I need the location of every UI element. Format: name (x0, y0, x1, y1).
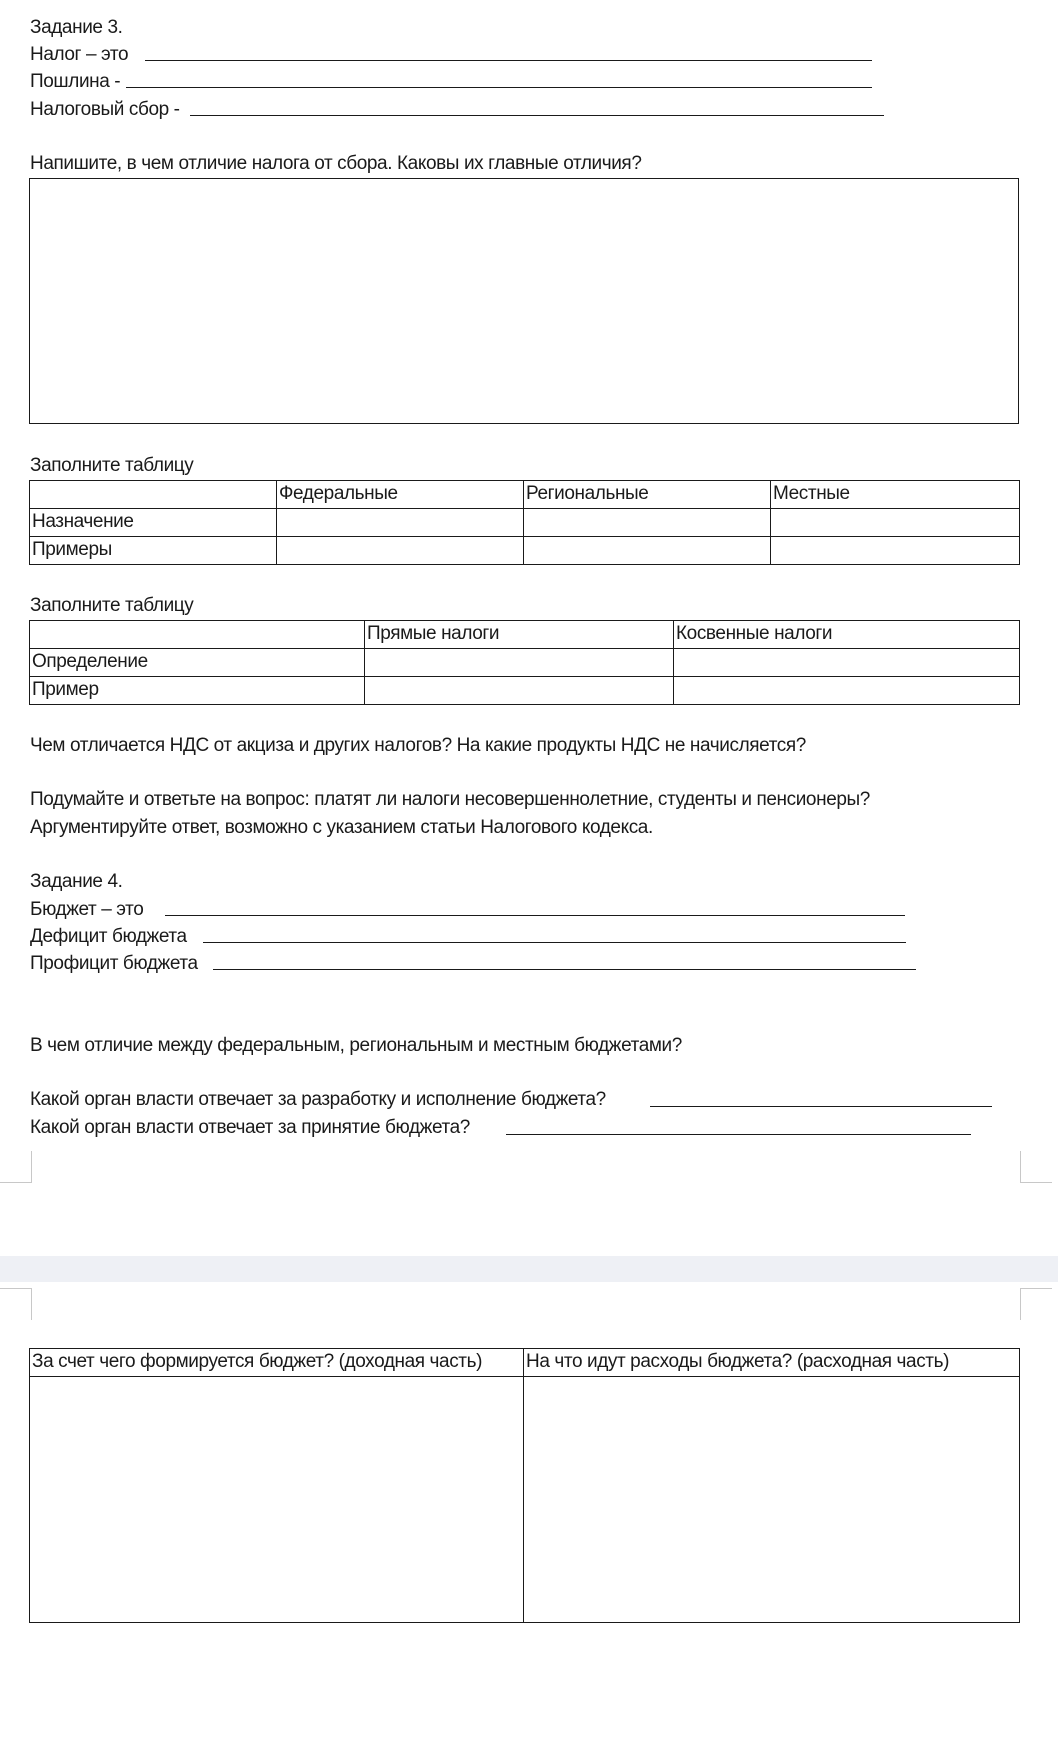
table-direct-indirect (29, 620, 1020, 705)
budget-develop-blank[interactable] (650, 1106, 992, 1107)
duty-definition-blank[interactable] (126, 87, 872, 88)
table-row (30, 509, 1020, 537)
fee-definition-label: Налоговый сбор - (30, 99, 180, 120)
page-separator (0, 1256, 1058, 1282)
table-cell[interactable] (277, 509, 524, 537)
deficit-definition-label: Дефицит бюджета (30, 926, 187, 947)
table1-title: Заполните таблицу (30, 455, 194, 476)
surplus-definition-label: Профицит бюджета (30, 953, 198, 974)
table-row (30, 1377, 1020, 1623)
table-header-expense: На что идут расходы бюджета? (расходная часть) (524, 1349, 1020, 1377)
table-cell[interactable] (365, 649, 674, 677)
question-budget-adopt: Какой орган власти отвечает за принятие бюджета? (30, 1117, 470, 1138)
question-who-pays-argument: Аргументируйте ответ, возможно с указанием статьи Налогового кодекса. (30, 817, 653, 838)
row-label-examples: Примеры (30, 537, 277, 565)
table-row (30, 649, 1020, 677)
question-budget-levels: В чем отличие между федеральным, региональным и местным бюджетами? (30, 1035, 682, 1056)
table-cell[interactable] (277, 537, 524, 565)
budget-definition-blank[interactable] (165, 915, 905, 916)
answer-box-tax-vs-fee[interactable] (29, 178, 1019, 424)
document-page-2 (0, 1282, 1058, 1756)
table-cell[interactable] (674, 649, 1020, 677)
table-cell[interactable] (524, 1377, 1020, 1623)
table-cell[interactable] (771, 509, 1020, 537)
table-cell[interactable] (30, 1377, 524, 1623)
table-budget-income-expense (29, 1348, 1020, 1623)
table-header-regional: Региональные (524, 481, 771, 509)
table-row (30, 481, 1020, 509)
crop-mark (0, 1288, 32, 1320)
fee-definition-blank[interactable] (190, 115, 884, 116)
surplus-definition-blank[interactable] (213, 969, 916, 970)
question-tax-vs-fee: Напишите, в чем отличие налога от сбора. Каковы их главные отличия? (30, 153, 642, 174)
table-cell[interactable] (524, 537, 771, 565)
crop-mark (1020, 1151, 1052, 1183)
table2-title: Заполните таблицу (30, 595, 194, 616)
budget-adopt-blank[interactable] (506, 1134, 971, 1135)
table-row (30, 621, 1020, 649)
table-header-federal: Федеральные (277, 481, 524, 509)
budget-definition-label: Бюджет – это (30, 899, 144, 920)
table-header-indirect: Косвенные налоги (674, 621, 1020, 649)
row-label-purpose: Назначение (30, 509, 277, 537)
crop-mark (0, 1151, 32, 1183)
table-cell[interactable] (771, 537, 1020, 565)
table-tax-levels (29, 480, 1020, 565)
row-label-example: Пример (30, 677, 365, 705)
deficit-definition-blank[interactable] (203, 942, 906, 943)
crop-mark (1020, 1288, 1052, 1320)
row-label-definition: Определение (30, 649, 365, 677)
task4-title: Задание 4. (30, 871, 123, 892)
question-who-pays: Подумайте и ответьте на вопрос: платят ли налоги несовершеннолетние, студенты и пенсионеры? (30, 789, 870, 810)
table-cell[interactable] (365, 677, 674, 705)
table-header-empty (30, 621, 365, 649)
table-header-empty (30, 481, 277, 509)
table-row (30, 1349, 1020, 1377)
tax-definition-blank[interactable] (145, 60, 872, 61)
table-row (30, 677, 1020, 705)
table-cell[interactable] (674, 677, 1020, 705)
duty-definition-label: Пошлина - (30, 71, 121, 92)
table-cell[interactable] (524, 509, 771, 537)
question-budget-develop: Какой орган власти отвечает за разработку и исполнение бюджета? (30, 1089, 606, 1110)
table-header-local: Местные (771, 481, 1020, 509)
tax-definition-label: Налог – это (30, 44, 129, 65)
table-header-direct: Прямые налоги (365, 621, 674, 649)
table-header-income: За счет чего формируется бюджет? (доходная часть) (30, 1349, 524, 1377)
table-row (30, 537, 1020, 565)
task3-title: Задание 3. (30, 17, 123, 38)
question-vat: Чем отличается НДС от акциза и других налогов? На какие продукты НДС не начисляется? (30, 735, 806, 756)
